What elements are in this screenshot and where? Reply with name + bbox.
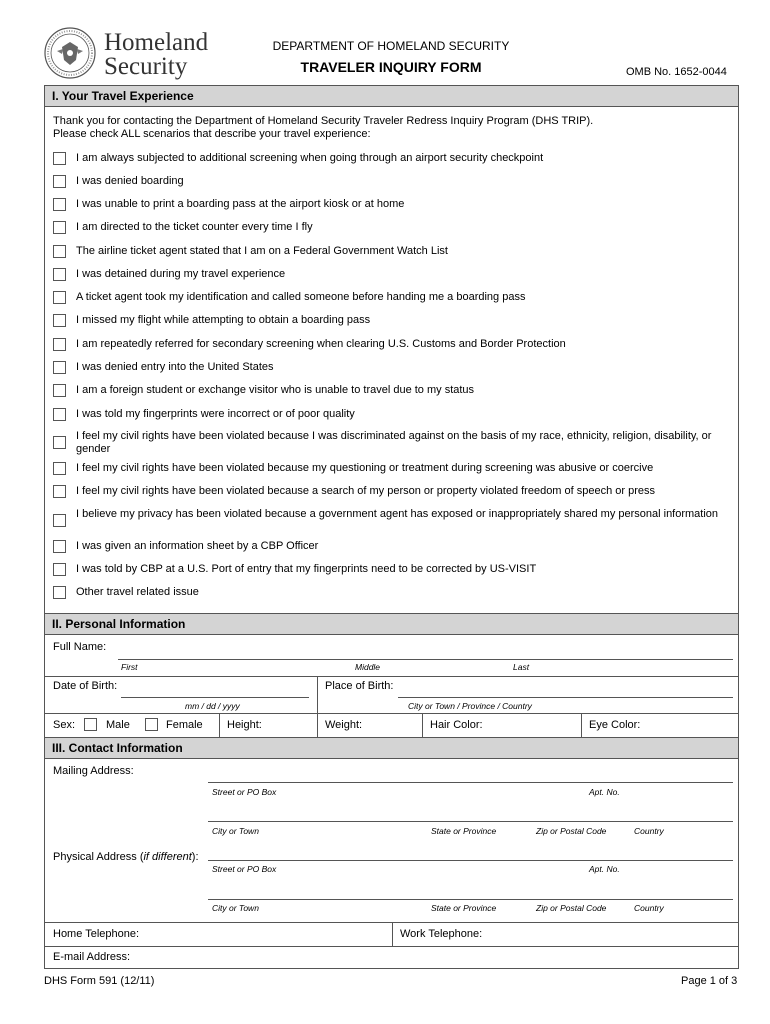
full-name-field[interactable] — [118, 659, 733, 660]
scenario-checkbox[interactable] — [53, 436, 66, 449]
scenario-label: I am repeatedly referred for secondary screening when clearing U.S. Customs and Border Protection — [76, 338, 566, 350]
scenario-label: I was told by CBP at a U.S. Port of entry that my fingerprints need to be corrected by US-VISIT — [76, 563, 537, 575]
mailing-street-hint: Street or PO Box — [212, 787, 277, 797]
divider — [422, 713, 423, 738]
divider — [219, 713, 220, 738]
form-title: TRAVELER INQUIRY FORM — [300, 59, 482, 75]
scenario-checkbox[interactable] — [53, 245, 66, 258]
department-name: DEPARTMENT OF HOMELAND SECURITY — [272, 39, 510, 53]
divider — [392, 922, 393, 946]
full-name-label: Full Name: — [53, 641, 107, 653]
sex-label: Sex: — [53, 719, 76, 731]
scenario-checkbox[interactable] — [53, 198, 66, 211]
scenario-label: I was detained during my travel experience — [76, 268, 286, 280]
page-number: Page 1 of 3 — [681, 975, 738, 987]
scenario-checkbox[interactable] — [53, 384, 66, 397]
physical-city-hint: City or Town — [212, 903, 259, 913]
divider — [317, 676, 318, 738]
physical-street-field[interactable] — [208, 860, 733, 861]
omb-number: OMB No. 1652-0044 — [626, 66, 727, 78]
scenario-label: I am always subjected to additional screening when going through an airport security checkpoint — [76, 152, 544, 164]
intro-text-2: Please check ALL scenarios that describe your travel experience: — [53, 128, 371, 140]
place-of-birth-hint: City or Town / Province / Country — [408, 701, 532, 711]
scenario-label: The airline ticket agent stated that I am on a Federal Government Watch List — [76, 245, 448, 257]
physical-apt-hint: Apt. No. — [589, 864, 620, 874]
work-telephone-label: Work Telephone: — [400, 928, 483, 940]
scenario-label: A ticket agent took my identification and called someone before handing me a boarding pass — [76, 291, 526, 303]
scenario-label: I am directed to the ticket counter every time I fly — [76, 221, 313, 233]
logo-wordmark-homeland: Homeland — [104, 29, 209, 56]
divider — [45, 676, 738, 677]
scenario-checkbox[interactable] — [53, 291, 66, 304]
physical-zip-hint: Zip or Postal Code — [536, 903, 607, 913]
physical-country-hint: Country — [634, 903, 664, 913]
date-of-birth-field[interactable] — [121, 697, 309, 698]
home-telephone-label: Home Telephone: — [53, 928, 140, 940]
weight-label: Weight: — [325, 719, 363, 731]
intro-text-1: Thank you for contacting the Department of Homeland Security Traveler Redress Inquiry Program (DHS TRIP). — [53, 115, 594, 127]
dhs-seal-logo — [44, 27, 96, 79]
mailing-address-label: Mailing Address: — [53, 765, 134, 777]
section-personal-info-header: II. Personal Information — [45, 613, 738, 635]
mailing-city-field[interactable] — [208, 821, 733, 822]
scenario-label: I was unable to print a boarding pass at the airport kiosk or at home — [76, 198, 405, 210]
email-address-label: E-mail Address: — [53, 951, 131, 963]
scenario-checkbox[interactable] — [53, 408, 66, 421]
section-travel-experience-header: I. Your Travel Experience — [45, 85, 738, 107]
scenario-checkbox[interactable] — [53, 514, 66, 527]
scenario-label: I feel my civil rights have been violated because my questioning or treatment during screening was abusive or coercive — [76, 462, 654, 474]
mailing-apt-hint: Apt. No. — [589, 787, 620, 797]
scenario-label: I was told my fingerprints were incorrect or of poor quality — [76, 408, 355, 420]
scenario-checkbox[interactable] — [53, 152, 66, 165]
mailing-state-hint: State or Province — [431, 826, 497, 836]
height-label: Height: — [227, 719, 262, 731]
sex-female-label: Female — [166, 719, 203, 731]
scenario-label: I was denied boarding — [76, 175, 184, 187]
first-name-hint: First — [121, 662, 138, 672]
scenario-checkbox[interactable] — [53, 361, 66, 374]
scenario-checkbox[interactable] — [53, 221, 66, 234]
scenario-checkbox[interactable] — [53, 175, 66, 188]
divider — [45, 713, 738, 714]
scenario-checkbox[interactable] — [53, 462, 66, 475]
hair-color-label: Hair Color: — [430, 719, 483, 731]
divider — [581, 713, 582, 738]
scenario-checkbox[interactable] — [53, 268, 66, 281]
date-of-birth-hint: mm / dd / yyyy — [185, 701, 240, 711]
physical-state-hint: State or Province — [431, 903, 497, 913]
place-of-birth-field[interactable] — [398, 697, 733, 698]
scenario-label: Other travel related issue — [76, 586, 199, 598]
scenario-checkbox[interactable] — [53, 586, 66, 599]
mailing-country-hint: Country — [634, 826, 664, 836]
physical-city-field[interactable] — [208, 899, 733, 900]
sex-male-label: Male — [106, 719, 130, 731]
form-number: DHS Form 591 (12/11) — [44, 975, 155, 987]
scenario-checkbox[interactable] — [53, 563, 66, 576]
scenario-checkbox[interactable] — [53, 314, 66, 327]
sex-male-checkbox[interactable] — [84, 718, 97, 731]
scenario-checkbox[interactable] — [53, 485, 66, 498]
scenario-label: I was denied entry into the United States — [76, 361, 274, 373]
scenario-label: I feel my civil rights have been violated because a search of my person or property violated freedom of speech or press — [76, 485, 656, 497]
form-frame — [44, 85, 739, 969]
scenario-label: I missed my flight while attempting to obtain a boarding pass — [76, 314, 371, 326]
divider — [45, 946, 738, 947]
section-contact-info-header: III. Contact Information — [45, 737, 738, 759]
mailing-city-hint: City or Town — [212, 826, 259, 836]
date-of-birth-label: Date of Birth: — [53, 680, 118, 692]
scenario-label: I believe my privacy has been violated because a government agent has exposed or inappropriately shared my personal information — [76, 508, 719, 520]
eye-color-label: Eye Color: — [589, 719, 641, 731]
mailing-street-field[interactable] — [208, 782, 733, 783]
scenario-label: I feel my civil rights have been violated because I was discriminated against on the basis of my race, ethnicity, religion, disability, or gender — [76, 430, 712, 455]
scenario-label: I was given an information sheet by a CBP Officer — [76, 540, 319, 552]
middle-name-hint: Middle — [355, 662, 381, 672]
scenario-label: I am a foreign student or exchange visitor who is unable to travel due to my status — [76, 384, 475, 396]
scenario-checkbox[interactable] — [53, 338, 66, 351]
sex-female-checkbox[interactable] — [145, 718, 158, 731]
place-of-birth-label: Place of Birth: — [325, 680, 394, 692]
scenario-checkbox[interactable] — [53, 540, 66, 553]
physical-street-hint: Street or PO Box — [212, 864, 277, 874]
physical-address-label: Physical Address (if different): — [53, 851, 199, 863]
last-name-hint: Last — [513, 662, 530, 672]
mailing-zip-hint: Zip or Postal Code — [536, 826, 607, 836]
logo-wordmark-security: Security — [104, 53, 188, 80]
